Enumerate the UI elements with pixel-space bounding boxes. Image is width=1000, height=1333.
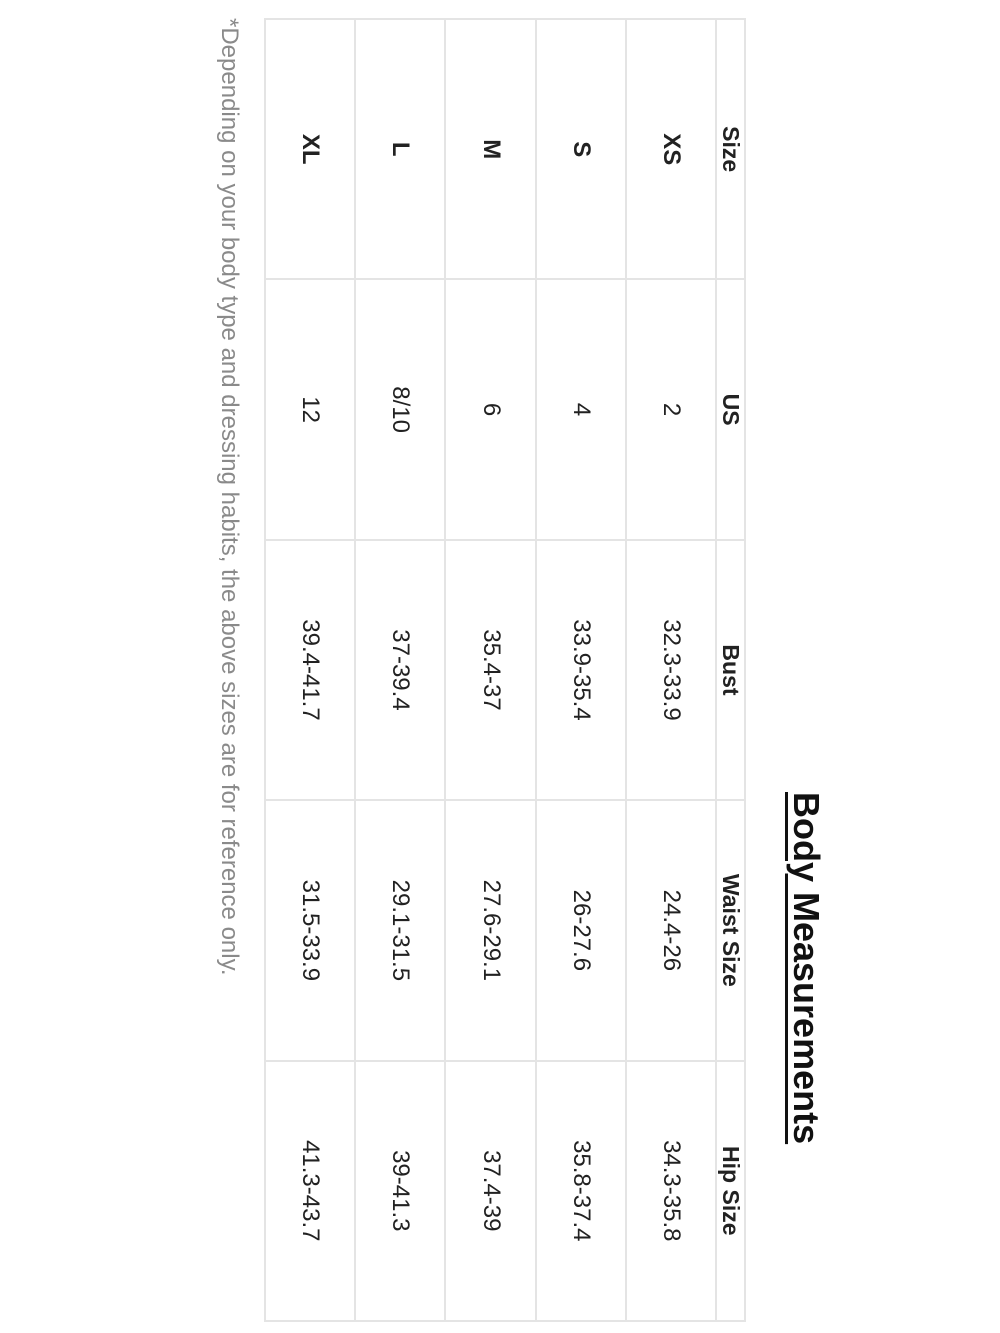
- hip-cell: 34.3-35.8: [626, 1061, 716, 1321]
- us-cell: 6: [445, 279, 535, 539]
- header-waist-size: Waist Size: [716, 800, 745, 1060]
- size-cell: L: [355, 19, 445, 279]
- us-cell: 4: [536, 279, 626, 539]
- table-row: [626, 19, 716, 1321]
- bust-cell: 35.4-37: [445, 540, 535, 800]
- waist-cell: 24.4-26: [626, 800, 716, 1060]
- page-title: Body Measurements: [786, 792, 827, 1145]
- us-cell: 12: [265, 279, 355, 539]
- table-row: [355, 19, 445, 1321]
- bust-cell: 33.9-35.4: [536, 540, 626, 800]
- bust-cell: 37-39.4: [355, 540, 445, 800]
- hip-cell: 35.8-37.4: [536, 1061, 626, 1321]
- header-size: Size: [716, 19, 745, 279]
- bust-cell: 39.4-41.7: [265, 540, 355, 800]
- us-cell: 2: [626, 279, 716, 539]
- size-cell: XL: [265, 19, 355, 279]
- bust-cell: 32.3-33.9: [626, 540, 716, 800]
- waist-cell: 29.1-31.5: [355, 800, 445, 1060]
- table-row: [445, 19, 535, 1321]
- table-header-row: [716, 19, 745, 1321]
- table-row: [265, 19, 355, 1321]
- header-us: US: [716, 279, 745, 539]
- size-cell: S: [536, 19, 626, 279]
- size-cell: M: [445, 19, 535, 279]
- reference-footnote: *Depending on your body type and dressing habits, the above sizes are for reference only.: [216, 18, 243, 976]
- size-chart-table: [264, 18, 746, 1322]
- table-row: [536, 19, 626, 1321]
- hip-cell: 37.4-39: [445, 1061, 535, 1321]
- size-cell: XS: [626, 19, 716, 279]
- hip-cell: 39-41.3: [355, 1061, 445, 1321]
- waist-cell: 31.5-33.9: [265, 800, 355, 1060]
- header-hip-size: Hip Size: [716, 1061, 745, 1321]
- hip-cell: 41.3-43.7: [265, 1061, 355, 1321]
- us-cell: 8/10: [355, 279, 445, 539]
- waist-cell: 27.6-29.1: [445, 800, 535, 1060]
- header-bust: Bust: [716, 540, 745, 800]
- waist-cell: 26-27.6: [536, 800, 626, 1060]
